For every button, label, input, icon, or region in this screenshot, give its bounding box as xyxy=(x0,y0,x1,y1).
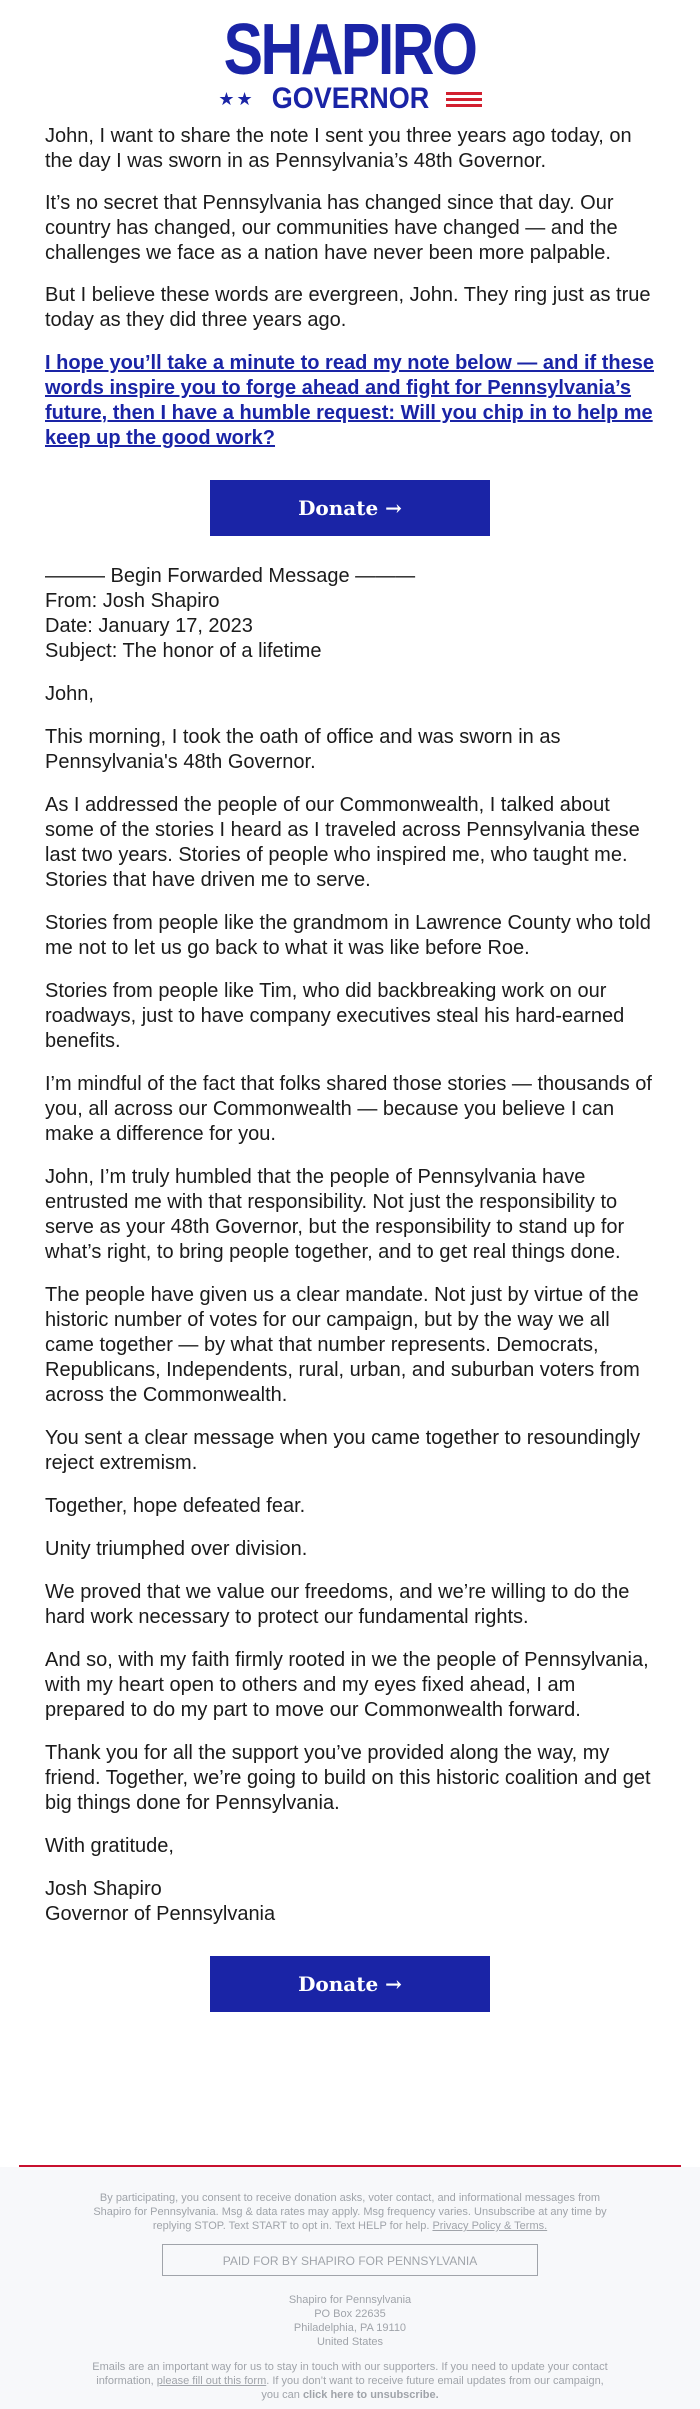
email-body xyxy=(45,0,655,2012)
forwarded-date: Date: January 17, 2023 xyxy=(45,615,253,637)
email-note-1: Emails are an important way for us to stay in touch with our supporters. If you need to update your contact information, xyxy=(92,2361,608,2387)
forwarded-from: From: Josh Shapiro xyxy=(45,590,220,612)
update-info-form-link[interactable]: please fill out this form xyxy=(156,2375,267,2387)
logo-subtitle-row xyxy=(45,84,655,114)
letter-paragraph: With gratitude, xyxy=(45,1835,174,1857)
letter-paragraph: Unity triumphed over division. xyxy=(45,1538,308,1560)
signature-title: Governor of Pennsylvania xyxy=(45,1903,276,1925)
unsubscribe-link[interactable]: click here to unsubscribe. xyxy=(302,2389,439,2401)
star-icon: ★★ xyxy=(218,88,255,109)
intro-paragraph-2: It’s no secret that Pennsylvania has changed since that day. Our country has changed, our communities have changed — and the challenges we face as a nation have never been more palpable. xyxy=(45,192,618,264)
mailing-address xyxy=(90,2293,610,2349)
letter-paragraph: I’m mindful of the fact that folks shared those stories — thousands of you, all across our Commonwealth — because you believe I can make a difference for you. xyxy=(45,1073,652,1145)
intro-paragraph-3: But I believe these words are evergreen, John. They ring just as true today as they did three years ago. xyxy=(45,284,651,331)
signature-name: Josh Shapiro xyxy=(45,1878,162,1900)
address-line: Philadelphia, PA 19110 xyxy=(293,2322,407,2334)
letter-paragraph: You sent a clear message when you came together to resoundingly reject extremism. xyxy=(45,1427,641,1474)
letter-paragraph: And so, with my faith firmly rooted in we the people of Pennsylvania, with my heart open to others and my eyes fixed ahead, I am prepared to do my part to move our Commonwealth forward. xyxy=(45,1649,649,1721)
letter-paragraphs xyxy=(45,707,655,1859)
privacy-policy-link[interactable]: Privacy Policy & Terms. xyxy=(432,2220,548,2232)
letter-paragraph: Together, hope defeated fear. xyxy=(45,1495,306,1517)
letter-paragraph: John, I’m truly humbled that the people of Pennsylvania have entrusted me with that responsibility. Not just the responsibility to serve as your 48th Governor, but the responsibility to stand up for what’s right, to bring people together, and to get real things done. xyxy=(45,1166,625,1263)
letter-paragraph: Stories from people like the grandmom in Lawrence County who told me not to let us go back to what it was like before Roe. xyxy=(45,912,651,959)
paid-for-disclaimer: PAID FOR BY SHAPIRO FOR PENNSYLVANIA xyxy=(162,2244,538,2276)
logo-name: SHAPIRO xyxy=(224,10,476,90)
email-note-2: . If you don’t want to receive future email updates from our campaign, you can xyxy=(261,2375,604,2401)
logo-subtitle: GOVERNOR xyxy=(271,82,429,115)
consent-text xyxy=(90,2191,610,2233)
intro-paragraph-1: John, I want to share the note I sent you three years ago today, on the day I was sworn in as Pennsylvania’s 48th Governor. xyxy=(45,125,632,172)
letter-paragraph: Thank you for all the support you’ve provided along the way, my friend. Together, we’re going to build on this historic coalition and get big things done for Pennsylvania. xyxy=(45,1742,651,1814)
address-line: PO Box 22635 xyxy=(314,2308,386,2320)
forwarded-header: ——— Begin Forwarded Message ——— xyxy=(45,565,416,587)
letter-paragraph: As I addressed the people of our Commonwealth, I talked about some of the stories I heard as I traveled across Pennsylvania these last two years. Stories of people who inspired me, who taught me. Stories that have driven me to serve. xyxy=(45,794,640,891)
donation-appeal-link[interactable]: I hope you’ll take a minute to read my note below — and if these words inspire you to forge ahead and fight for Pennsylvania’s future, then I have a humble request: Will you chip in to help me keep up the good work? xyxy=(45,352,654,449)
donate-button-bottom[interactable]: Donate → xyxy=(210,1956,490,2012)
donate-button[interactable]: Donate → xyxy=(210,480,490,536)
flag-stripes-icon xyxy=(446,92,482,107)
letter-paragraph: Stories from people like Tim, who did backbreaking work on our roadways, just to have company executives steal his hard-earned benefits. xyxy=(45,980,625,1052)
consent-copy: By participating, you consent to receive donation asks, voter contact, and informational messages from Shapiro for Pennsylvania. Msg & data rates may apply. Msg frequency varies. Unsubscribe at any time by replying STOP. Text START to opt in. Text HELP for help. xyxy=(93,2192,607,2232)
footer xyxy=(0,2167,700,2409)
campaign-logo xyxy=(45,0,655,120)
address-line: United States xyxy=(316,2336,384,2348)
letter-paragraph: The people have given us a clear mandate. Not just by virtue of the historic number of votes for our campaign, but by the way we all came together — by what that number represents. Democrats, Republicans, Independents, rural, urban, and suburban voters from across the Commonwealth. xyxy=(45,1284,640,1406)
letter-paragraph: This morning, I took the oath of office and was sworn in as Pennsylvania's 48th Governor. xyxy=(45,726,561,773)
address-line: Shapiro for Pennsylvania xyxy=(288,2294,412,2306)
email-preferences-text xyxy=(90,2360,610,2402)
letter-greeting: John, xyxy=(45,683,94,705)
forwarded-subject: Subject: The honor of a lifetime xyxy=(45,640,322,662)
letter-paragraph: We proved that we value our freedoms, and we’re willing to do the hard work necessary to protect our fundamental rights. xyxy=(45,1581,630,1628)
